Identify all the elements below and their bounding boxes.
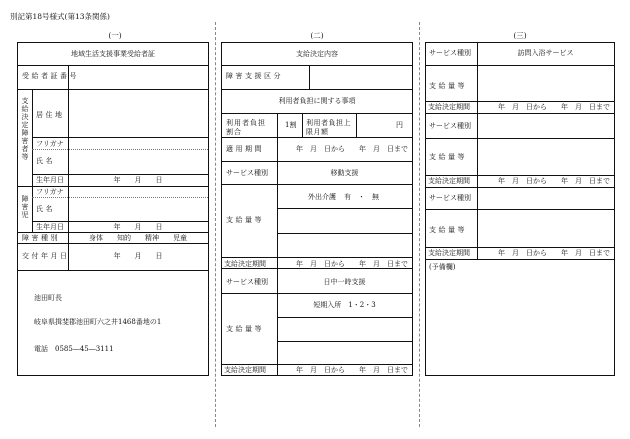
disability-type-label: 障害種別 <box>22 234 60 242</box>
r-decision-period-label-2: 支給決定期間 <box>428 177 470 185</box>
decision-period-label-1: 支給決定期間 <box>224 260 266 268</box>
service-1-name: 移動支援 <box>330 169 359 177</box>
r-service-type-label-2: サービス種別 <box>429 122 471 130</box>
issuer-address: 岐阜県揖斐郡池田町六之井1468番地の1 <box>34 318 162 326</box>
panel-label-middle: (二) <box>310 31 324 40</box>
r-decision-period-label-3: 支給決定期間 <box>428 249 470 257</box>
dob-value-2: 年 月 日 <box>113 223 163 231</box>
name-label-2: 氏名 <box>36 205 55 213</box>
service-type-label-1: サービス種別 <box>226 169 268 177</box>
burden-ratio-value: 1割 <box>285 121 297 129</box>
burden-limit-yen: 円 <box>396 121 403 129</box>
r-amount-label-3: 支給量等 <box>429 226 467 234</box>
address-label: 居住地 <box>36 111 65 119</box>
form-caption: 別記第18号様式(第13条関係) <box>10 12 110 21</box>
dob-label-1: 生年月日 <box>36 176 64 184</box>
divider-left <box>215 22 216 427</box>
decision-guardian-label: 支給決定障害者等 <box>21 97 29 161</box>
recipient-card-panel <box>17 42 209 376</box>
burden-ratio-label: 利用者負担割合 <box>226 119 266 137</box>
dob-value-1: 年 月 日 <box>113 176 163 184</box>
decision-content-panel <box>221 42 413 376</box>
panel-label-left: (一) <box>108 31 122 40</box>
service-2-name: 日中一時支援 <box>323 278 366 286</box>
issuer-phone: 電話 0585―45―3111 <box>34 345 114 353</box>
period-label: 適用期間 <box>226 145 264 153</box>
decision-period-value-1: 年 月 日から 年 月 日まで <box>296 260 408 268</box>
r-service-type-label-1: サービス種別 <box>429 49 471 57</box>
r-decision-period-label-1: 支給決定期間 <box>428 103 470 111</box>
child-label: 障害児 <box>21 195 29 219</box>
recipient-no-label: 受給者証番号 <box>22 72 79 80</box>
issuer-name: 池田町長 <box>34 294 62 302</box>
short-stay-options: 短期入所 1・2・3 <box>313 301 376 309</box>
r-service-1-name: 訪問入浴サービス <box>517 49 574 57</box>
r-decision-period-value-3: 年 月 日から 年 月 日まで <box>498 249 610 257</box>
burden-header: 利用者負担に関する事項 <box>278 97 356 105</box>
r-amount-label-1: 支給量等 <box>429 82 467 90</box>
burden-limit-label: 利用者負担上限月額 <box>306 119 351 137</box>
r-service-type-label-3: サービス種別 <box>429 194 471 202</box>
escort-options: 有 ・ 無 <box>344 193 379 201</box>
furigana-label-2: フリガナ <box>36 188 64 196</box>
decision-period-value-2: 年 月 日から 年 月 日まで <box>296 366 408 374</box>
card-title: 地域生活支援事業受給者証 <box>71 50 155 58</box>
amount-label-1: 支給量等 <box>226 216 264 224</box>
panel-label-right: (三) <box>513 31 527 40</box>
divider-right <box>419 22 420 427</box>
decision-title: 支給決定内容 <box>296 50 338 58</box>
disability-level-label: 障害支援区分 <box>226 72 283 80</box>
r-decision-period-value-1: 年 月 日から 年 月 日まで <box>498 103 610 111</box>
decision-period-label-2: 支給決定期間 <box>224 366 266 374</box>
dob-label-2: 生年月日 <box>36 223 64 231</box>
issue-date-label: 交付年月日 <box>22 252 70 260</box>
issue-date-value: 年 月 日 <box>113 252 163 260</box>
period-value: 年 月 日から 年 月 日まで <box>296 145 408 153</box>
service-panel <box>425 42 615 376</box>
name-label-1: 氏名 <box>36 157 55 165</box>
furigana-label-1: フリガナ <box>36 140 64 148</box>
remarks-label: (予備欄) <box>429 263 456 271</box>
r-decision-period-value-2: 年 月 日から 年 月 日まで <box>498 177 610 185</box>
r-amount-label-2: 支給量等 <box>429 153 467 161</box>
disability-type-options: 身体 知的 精神 児童 <box>89 234 187 242</box>
amount-label-2: 支給量等 <box>226 325 264 333</box>
escort-label: 外出介護 <box>308 193 336 201</box>
service-type-label-2: サービス種別 <box>226 278 268 286</box>
